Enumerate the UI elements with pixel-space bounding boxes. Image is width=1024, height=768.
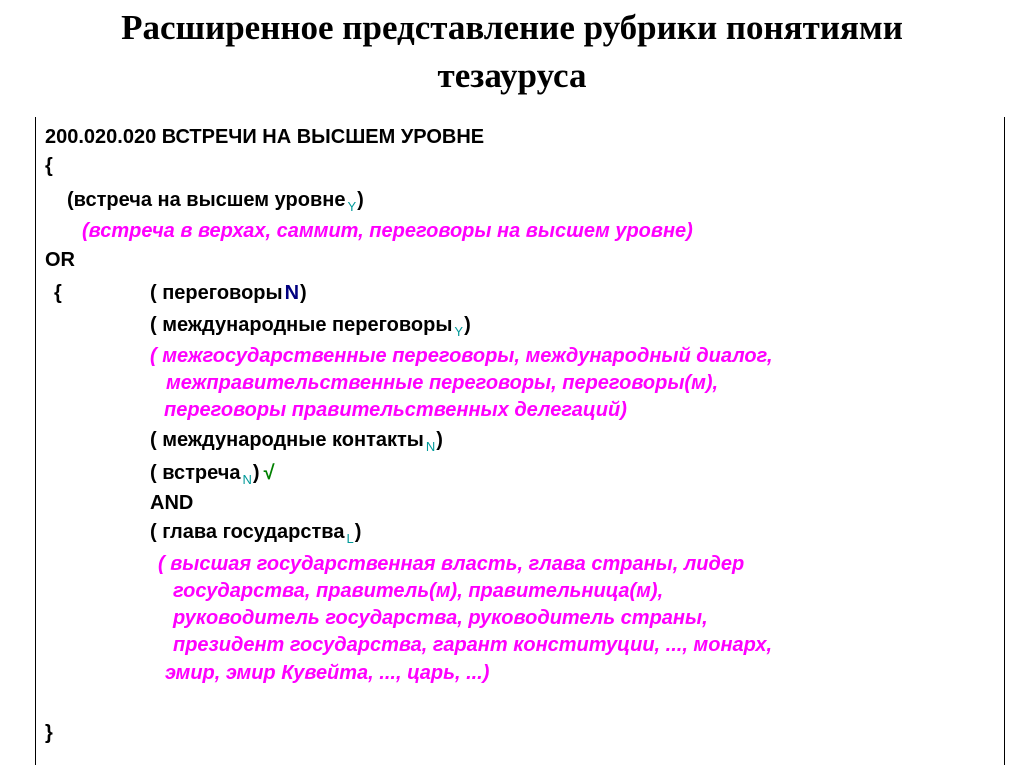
term-meeting: [150, 460, 275, 488]
term-intl-negotiations-synonyms-2: межправительственные переговоры, переговоры(м),: [166, 372, 719, 394]
rubric-header: 200.020.020 ВСТРЕЧИ НА ВЫСШЕМ УРОВНЕ: [45, 126, 485, 148]
term-head-of-state-text: ( глава государства: [150, 521, 345, 543]
rubric-box: [35, 117, 1005, 765]
term-meeting-marker: N: [242, 472, 252, 487]
term-summit-synonyms: (встреча в верхах, саммит, переговоры на высшем уровне): [82, 220, 693, 242]
term-head-of-state-synonyms-2: государства, правитель(м), правительница(м),: [173, 580, 664, 602]
term-head-of-state-synonyms-1: ( высшая государственная власть, глава страны, лидер: [158, 553, 745, 575]
term-head-of-state-synonyms-4: президент государства, гарант конституции, ..., монарх,: [173, 634, 773, 656]
term-head-of-state-close: ): [354, 521, 362, 543]
close-brace: }: [45, 722, 53, 744]
slide-title-line2: тезауруса: [437, 56, 587, 95]
or-operator: OR: [45, 249, 75, 271]
term-head-of-state: [150, 519, 361, 547]
term-negotiations: [150, 280, 307, 306]
open-brace: {: [45, 155, 53, 177]
term-summit-text: (встреча на высшем уровне: [67, 189, 346, 211]
slide-title: [0, 4, 1024, 100]
term-intl-contacts: [150, 427, 443, 455]
term-intl-contacts-marker: N: [425, 439, 436, 454]
term-intl-negotiations-synonyms-3: переговоры правительственных делегаций): [164, 399, 627, 421]
term-head-of-state-synonyms-3: руководитель государства, руководитель страны,: [173, 607, 708, 629]
term-negotiations-text: ( переговоры: [150, 282, 283, 304]
term-intl-negotiations-marker: Y: [454, 324, 464, 339]
term-intl-negotiations-close: ): [464, 314, 471, 336]
check-icon: √: [263, 462, 275, 484]
term-meeting-close: ): [252, 462, 260, 484]
term-intl-negotiations-text: ( международные переговоры: [150, 314, 453, 336]
term-intl-contacts-text: ( международные контакты: [150, 429, 424, 451]
term-intl-negotiations: [150, 312, 471, 340]
and-operator: AND: [150, 492, 194, 514]
term-head-of-state-synonyms-5: эмир, эмир Кувейта, ..., царь, ...): [165, 662, 490, 684]
term-summit-close: ): [357, 189, 364, 211]
term-negotiations-close: ): [300, 282, 307, 304]
term-summit: [67, 187, 364, 215]
term-meeting-text: ( встреча: [150, 462, 241, 484]
term-intl-negotiations-synonyms-1: ( межгосударственные переговоры, международный диалог,: [150, 345, 773, 367]
term-head-of-state-marker: L: [346, 531, 354, 546]
term-summit-marker: Y: [347, 199, 357, 214]
term-negotiations-marker: N: [284, 282, 300, 304]
slide-title-line1: Расширенное представление рубрики понятиями: [121, 8, 903, 47]
group-open-brace: {: [54, 282, 62, 304]
term-intl-contacts-close: ): [436, 429, 443, 451]
